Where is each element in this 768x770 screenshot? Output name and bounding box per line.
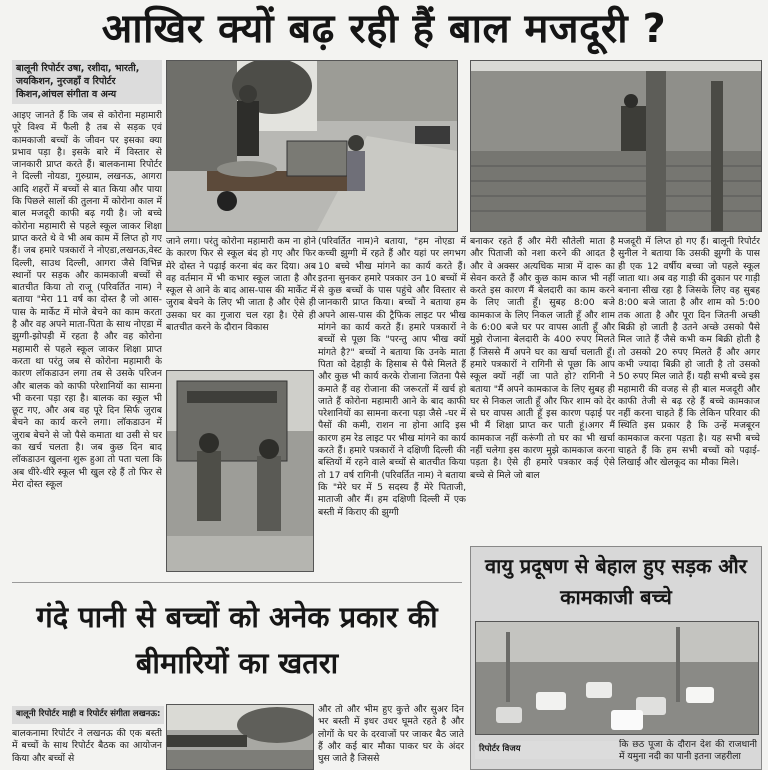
photo-street-vendor-cart — [166, 60, 458, 232]
sub-headline-dirty-water: गंदे पानी से बच्चों को अनेक प्रकार की बीमारियों का खतरा — [36, 600, 438, 680]
article-column-5: मजदूरी में लिप्त हो गए हैं। बालूनी रिपोर्टर सुनील ने बताया कि उसकी झुग्गी के पास ही एक 12 वर्षीय बच्चा जो पहले स्कूल जाता था। अब वह गाड़ी की दुकान पर गाड़ी बनाना सीख रहा है जिसके लिए वह सुबह 8:00 बजे जाता है और शाम को 5:00 तक आता है और पूरा दिन जितनी अच्छी बिक्री हो जाती है उतने अच्छे उसको पैसे मिल जाते हैं जैसे कभी कम बिक्री होती है तो उसको 20 रुपए मिलते हैं और अगर कभी ज्यादा बिक्री हो जाती है तो उसको 50 रुपए मिल जाते हैं। यही सभी बच्चे इस महामारी की वजह से ही बाल मजदूरी और काफी तेजी से बढ़ रहे हैं बच्चे कामकाज नहीं करना चाहते हैं कि लेकिन परिवार की स्थिति इस प्रकार है कि उन्हें मजबूरन कामकाज करना पड़ता है। यह सभी बच्चे चाहते हैं कि हम सभी बच्चों को पढ़ाई-लिखाई और खेलकूद का मौका मिले। — [618, 236, 760, 469]
article-column-3: (परिवर्तित नाम)ने बताया, "हम नोएडा में कच्ची झुग्गी में रहते हैं और यहां पर लगभग 10 बच्चे भीख मांगने का कार्य करते हैं। इतना सुनकर हमारे पत्रकार उन 10 बच्चों में से कुछ बच्चों के पास पहुंचे और विस्तार से जानकारी प्राप्त किया। बच्चों ने बताया हम अपने आस-पास की ट्रैफिक लाइट पर भीख मांगने का कार्य करते हैं। हमारे पत्रकारों ने बच्चों से पूछा कि "परन्तु आप भीख क्यों मांगते है?" बच्चों ने बताया कि उनके माता पिता को देहाड़ी के हिसाब से पैसे मिलते हैं और कुछ भी कार्य करके रोजाना जितना पैसे कमाते हैं वह रोजाना की जरूरतों में खर्च हो जाते हैं कोरोना महामारी आने के बाद काफी परेशानियों का सामना करना पड़ा जैसे -घर में पैसों की कमी, राशन ना होना आदि इस कारण हम रेड लाइट पर भीख मांगने का कार्य करते हैं। हमारे पत्रकारों ने दक्षिणी दिल्ली की बस्तियों में रहने वाले बच्चों से बातचीत किया तो 17 वर्ष रागिनी (परिवर्तित नाम) ने बताया कि "मेरे घर में 5 सदस्य हैं मेरे पिताजी, माताजी और मैं। हम दक्षिणी दिल्ली में एक बस्ती में किराए की झुग्गी — [318, 236, 466, 518]
dirty-water-column-1: बालकनामा रिपोर्टर ने लखनऊ की एक बस्ती में बच्चों के साथ रिपोर्टर बैठक का आयोजन किया और बच्चों से — [12, 728, 162, 764]
section-divider — [12, 582, 462, 583]
air-pollution-box — [470, 546, 762, 770]
byline-main: बालूनी रिपोर्टर उषा, रशीदा, भारती, जयकिशन, नुरजहाँ व रिपोर्टर किशन,आंचल संगीता व अन्य — [12, 60, 162, 104]
smog-traffic-illustration — [476, 622, 758, 734]
pushing-cart-illustration — [167, 371, 313, 571]
photo-children-pushing-cart — [166, 370, 314, 572]
river-illustration — [167, 705, 313, 769]
street-vendor-illustration — [167, 61, 457, 231]
construction-illustration — [471, 61, 761, 231]
byline-dirty-water: बालूनी रिपोर्टर माही व रिपोर्टर संगीता लखनऊ: — [12, 706, 164, 724]
sub-headline-air-pollution: वायु प्रदूषण से बेहाल हुए सड़क और कामकाजी बच्चे — [485, 554, 747, 609]
air-pollution-text: कि छठ पूजा के दौरान देश की राजधानी में यमुना नदी का पानी इतना जहरीला — [619, 739, 757, 763]
article-column-1: आइए जानते हैं कि जब से कोरोना महामारी पूरे विश्व में फैली है तब से सड़क एवं कामकाजी बच्चों के जीवन पर इसका क्या प्रभाव पड़ा है। इसके बारे में विस्तार से जानकारी प्राप्त करते हैं। बालकनामा रिपोर्टर ने दिल्ली नोयडा, गुरुग्राम, लखनऊ, आगरा आदि शहरों में बच्चों से बात किया और पाया कि पिछले सालों की तुलना में कोरोना काल में बाल मजदूरी काफी बढ़ गयी है। जो बच्चे कोरोना महामारी से पहले स्कूल जाकर शिक्षा प्राप्त करते थे वे भी अब काम में लिप्त हो गए हैं। जब हमारे पत्रकारों ने नोएडा,लखनऊ,वेस्ट दिल्ली, साउथ दिल्ली, आगरा जैसे विभिन्न स्थानों पर सड़क और कामकाजी बच्चों से बातचीत किया तो राजू (परिवर्तित नाम) ने बताया "मेरा 11 वर्ष का दोस्त है जो आस-पास के मार्केट में मोजे बेचने का काम करता है और वह अपने माता-पिता के साथ नोएडा में झुग्गी-झोपड़ी में रहता है और वह कोरोना महामारी से पहले स्कूल जाकर शिक्षा प्राप्त करता था परंतु जब से कोरोना महामारी के कारण लॉकडाउन लगा तब से उसके परिजन और बालक को काफी परेशानियों का सामना भी करना पड़ा रहा है। बालक का स्कूल भी छूट गए, और अब वह पूरे दिन सिर्फ जुराब बेचने का कार्य करने लगा। लॉकडाउन में जुराब बेचने से जो पैसे कमाता था उसी से घर का खर्च चलता है। जब कुछ दिन बाद लॉकडाउन खुलना शुरू हुआ तो पता चला कि अब धीरे-धीरे स्कूल भी खुल रहे हैं तो फिर से मेरा दोस्त स्कूल — [12, 110, 162, 490]
byline-air-pollution: रिपोर्टर विजय — [475, 741, 623, 759]
main-headline: आखिर क्यों बढ़ रही हैं बाल मजदूरी ? — [101, 5, 667, 52]
article-column-2: जाने लगा। परंतु कोरोना महामारी कम ना होने के कारण फिर से स्कूल बंद हो गए और फिर मेरे दोस्त ने पढ़ाई करना बंद कर दिया। अब वह वर्तमान में भी कभार स्कूल जाता है और स्कूल से आने के बाद आस-पास की मार्केट में जुराब बेचने के लिए भी जाता है और ऐसे ही उसका घर का गुजारा चल रहा है। ऐसे ही बातचीत करने के दौरान विकास — [166, 236, 316, 334]
photo-construction-site — [470, 60, 762, 232]
dirty-water-column-3: और तो और भीम हुए कुत्ते और सुअर दिन भर बस्ती में इधर उधर घूमते रहते है और लोगों के घर के दरवाजों पर जाकर बैठ जाते हैं और कई बार मौका पाकर घर के अंदर घुस जाते है जिससे — [318, 704, 464, 765]
photo-smog-traffic — [475, 621, 759, 735]
photo-river-slum — [166, 704, 314, 770]
article-column-4: बनाकर रहते हैं और मेरी सौतेली माता है और पिताजी को नशा करने की आदत है और वे अक्सर अत्यधिक मात्रा में दारू का सेवन करते हैं और कुछ काम काज भी नहीं करते इस कारण मैं बेलदारी का काम करने के लिए जाती हूँ। सुबह 8:00 बजे कामकाज के लिए निकल जाती हूँ और शाम के 6:00 बजे घर पर वापस आती हूँ और मुझे रोजाना बेलदारी के 400 रुपए मिलते हैं जिससे मैं अपने घर का खर्चा चलाती हूँ। हमारे पत्रकारों ने रागिनी से पूछा कि आप स्कूल क्यों नहीं जा पाते हो? रागिनी ने बताया "मैं अपने कामकाज के लिए सुबह ही घर से निकल जाती हूँ और फिर शाम को देर से घर वापस आती हूँ इस कारण पढ़ाई पर भी मैं शिक्षा प्राप्त कर पाती हूं।अगर मैं कामकाज नहीं करूंगी तो घर का भी खर्चा नहीं चलेगा इस कारण मुझे कामकाज करना पड़ता है। ऐसे ही हमारे पत्रकार कई ऐसे बच्चे से मिले जो बाल — [470, 236, 615, 481]
